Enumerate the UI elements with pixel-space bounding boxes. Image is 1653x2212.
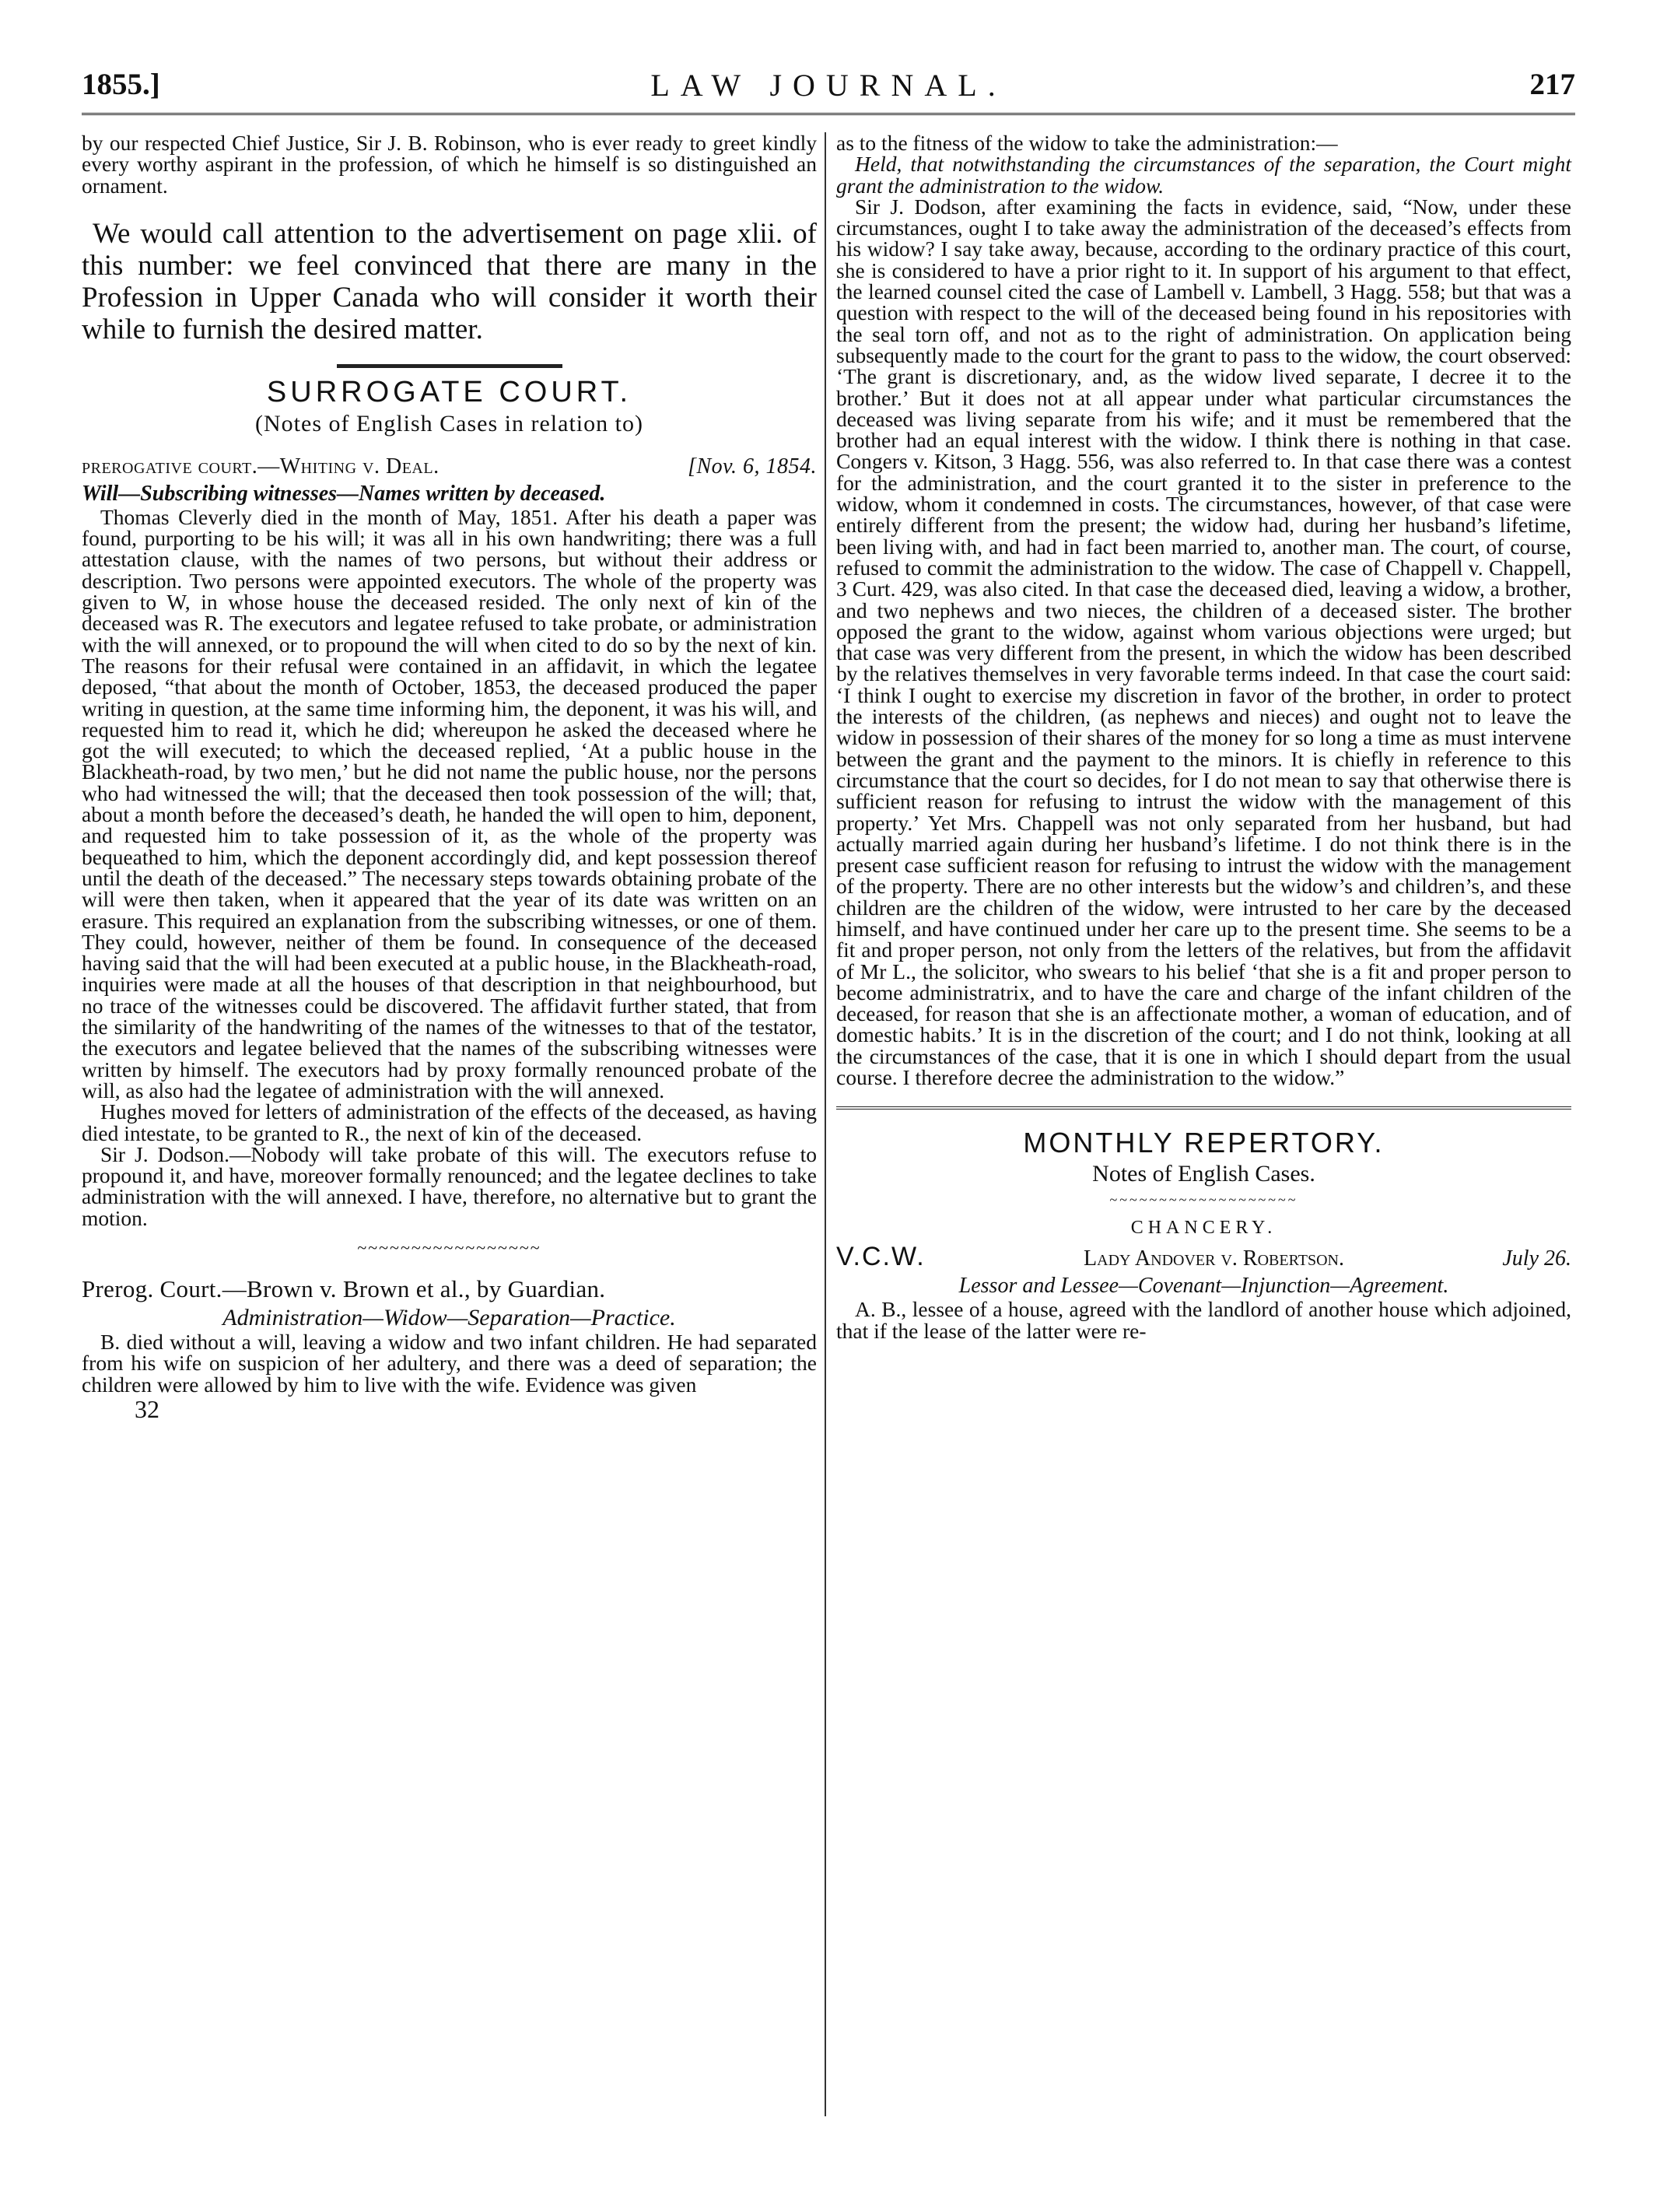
section-subtitle: Notes of English Cases.	[1092, 1161, 1315, 1187]
case-holding: Held, that notwithstanding the circumstances of the separation, the Court might grant the administration to the widow.	[836, 152, 1571, 198]
section-title: SURROGATE COURT.	[266, 375, 632, 408]
case-name: Lady Andover v. Robertson.	[1084, 1246, 1344, 1271]
header-year: 1855.]	[82, 68, 160, 101]
case-body: B. died without a will, leaving a widow and two infant children. He had separated from his wife on suspicion of her adultery, and there was a deed of separation; the children were allowed by him to live with the wife. Evidence was given	[82, 1329, 817, 1397]
case-heading: Prerog. Court.—Brown v. Brown et al., by Guardian.	[82, 1274, 606, 1302]
continued-paragraph: by our respected Chief Justice, Sir J. B. Robinson, who is ever ready to greet kindly every worthy aspirant in the profession, of which he himself is so distinguished an ornament.	[82, 131, 817, 198]
section-title: MONTHLY REPERTORY.	[1023, 1127, 1385, 1159]
ornamental-divider: ~~~~~~~~~~~~~~~~~~~	[1109, 1192, 1298, 1208]
case-date: July 26.	[1502, 1246, 1571, 1271]
continued-paragraph: as to the fitness of the widow to take the administration:—	[836, 131, 1338, 155]
left-column	[82, 132, 817, 1424]
case-topic: Administration—Widow—Separation—Practice.	[222, 1304, 676, 1330]
case-heading	[82, 454, 817, 479]
case-topic: Lessor and Lessee—Covenant—Injunction—Agreement.	[958, 1274, 1449, 1299]
case-heading-date: [Nov. 6, 1854.	[688, 454, 817, 479]
case-body: A. B., lessee of a house, agreed with the landlord of another house which adjoined, that if the lease of the latter were re-	[836, 1297, 1571, 1343]
case-heading	[836, 1242, 1571, 1272]
page-number: 217	[1529, 68, 1575, 101]
case-motion: Hughes moved for letters of administration of the effects of the deceased, as having died intestate, to be granted to R., the next of kin of the deceased.	[82, 1099, 817, 1145]
journal-title: LAW JOURNAL.	[650, 68, 1007, 103]
case-judgment: Sir J. Dodson, after examining the facts in evidence, said, “Now, under these circumstances, ought I to take away the administration of the deceased’s effects from his widow? I say take away, because, according to the ordinary practice of this court, she is considered to have a prior right to it. In support of his argument to that effect, the learned counsel cited the case of Lambell v. Lambell, 3 Hagg. 558; but that was a question with respect to the will of the deceased being found in his repositories with the seal torn off, and not as to the right of administration. On application being subsequently made to the court for the grant to pass to the widow, the court observed: ‘The grant is discretionary, and, as the widow lived separate, I decree it to the brother.’ But it does not at all appear under what particular circumstances the deceased was living separate from his wife; and it must be remembered that the brother had an equal interest with the widow. I think there is nothing in that case. Congers v. Kitson, 3 Hagg. 556, was also referred to. In that case there was a contest for the administration, and the court granted it to the sister in preference to the widow, whom it condemned in costs. The circumstances, however, of that case were entirely different from the present; the widow had, during her husband’s lifetime, been living with, and had in fact been married to, another man. The court, of course, refused to commit the administration to the widow. The case of Chappell v. Chappell, 3 Curt. 429, was also cited. In that case the deceased died, leaving a widow, a brother, and two nephews and two nieces, the children of a deceased sister. The brother opposed the grant to the widow, against whom various objections were urged; but that case was very different from the present, in which the widow has been described by the relatives themselves in very favorable terms indeed. In that case the court said: ‘I think I ought to exercise my discretion in favor of the brother, in order to protect the interests of the children, (as nephews and nieces) and ought not to leave the widow in possession of their shares of the money for so long a time as must intervene between the grant and the payment to the minors. It is chiefly in reference to this circumstance that the court so decides, for I do not mean to say that otherwise there is sufficient reason for refusing to intrust the widow with the management of this property.’ Yet Mrs. Chappell was not only separated from her husband, but had actually married again during her husband’s lifetime. I do not think there is in the present case sufficient reason for refusing to intrust the widow with the management of the property. There are no other interests but the widow’s and children’s, and these children are the children of the widow, were intrusted to her care by the deceased himself, and have continued under her care up to the present time. She seems to be a fit and proper person, not only from the letters of the relatives, but from the affidavit of Mr L., the solicitor, who swears to his belief ‘that she is a fit and proper person to become administratrix, and to have the care and charge of the infant children of the deceased, for reason that she is an affectionate mother, a woman of education, and of domestic habits.’ It is in the discretion of the court; and I do not think, looking at all the circumstances of the case, that it is one in which I should depart from the usual course. I therefore decree the administration to the widow.”	[836, 194, 1571, 1090]
header-rule	[82, 113, 1575, 115]
case-judgment: Sir J. Dodson.—Nobody will take probate of this will. The executors refuse to propound it, and have, moreover formally renounced; and the legatee declines to take administration with the will annexed. I have, therefore, no alternative but to grant the motion.	[82, 1141, 817, 1230]
section-subtitle: (Notes of English Cases in relation to)	[255, 410, 643, 436]
court-abbrev: V.C.W.	[836, 1242, 926, 1272]
right-column	[836, 132, 1571, 1341]
court-heading: CHANCERY.	[1130, 1218, 1277, 1239]
case-heading-name: prerogative court.—Whiting v. Deal.	[82, 454, 440, 479]
column-divider	[825, 132, 826, 2116]
case-topic: Will—Subscribing witnesses—Names written by deceased.	[82, 481, 606, 506]
case-body: Thomas Cleverly died in the month of May, 1851. After his death a paper was found, purporting to be his will; it was all in his own handwriting; there was a full attestation clause, with the names of two persons, but without their address or description. Two persons were appointed executors. The whole of the property was given to W, in whose house the deceased resided. The only next of kin of the deceased was R. The executors and legatee refused to take probate, or administration with the will annexed, or to propound the will when cited to do so by the next of kin. The reasons for their refusal were contained in an affidavit, in which the legatee deposed, “that about the month of October, 1853, the deceased produced the paper writing in question, at the same time informing him, the deponent, it was his will, and requested him to read it, which he did; whereupon he asked the deceased where he got the will executed; to which the deceased replied, ‘At a public house in the Blackheath-road, by two men,’ but he did not name the public house, nor the persons who had witnessed the will; that the deceased then took possession of the will; that, about a month before the deceased’s death, he handed the will open to him, deponent, and requested him to take possession of it, as the whole of the property was bequeathed to him, which the deponent accordingly did, and kept possession thereof until the death of the deceased.” The necessary steps towards obtaining probate of the will were then taken, when it appeared that the year of its date was written on an erasure. This required an explanation from the subscribing witnesses, or one of them. They could, however, neither of them be found. In consequence of the deceased having said that the will had been executed at a public house, in the Blackheath-road, inquiries were made at all the houses of that description in that neighbourhood, but no trace of the witnesses could be discovered. The affidavit further stated, that from the similarity of the handwriting of the names of the witnesses to that of the testator, the executors and legatee believed that the names of the subscribing witnesses were written by himself. The executors had by proxy formally renounced probate of the will, as also had the legatee of administration with the will annexed.	[82, 504, 817, 1102]
ornamental-divider: ~~~~~~~~~~~~~~~~~	[357, 1237, 541, 1257]
advertisement-notice: We would call attention to the advertisement on page xlii. of this number: we feel convinced that there are many in the Profession in Upper Canada who will consider it worth their while to furnish the desired matter.	[82, 217, 817, 345]
signature-number: 32	[135, 1394, 159, 1423]
section-rule	[337, 364, 562, 368]
section-rule	[836, 1106, 1571, 1110]
